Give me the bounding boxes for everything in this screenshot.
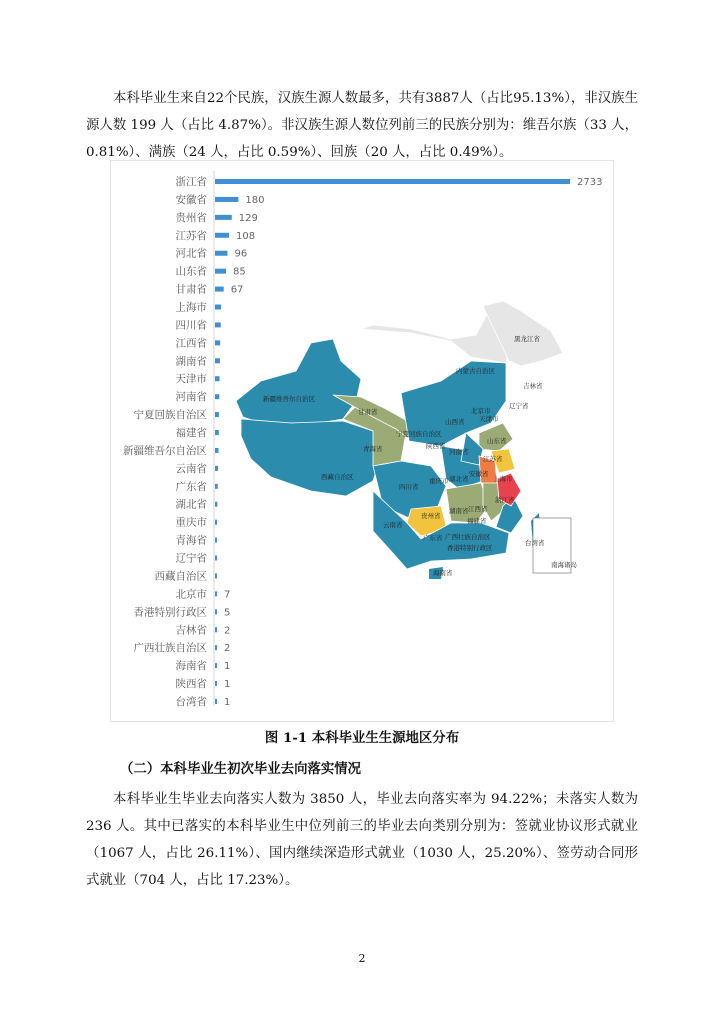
category-label: 福建省: [175, 427, 207, 440]
map-region-label: 安徽省: [469, 470, 489, 478]
bar: [215, 627, 217, 632]
category-label: 香港特别行政区: [133, 606, 207, 619]
category-label: 辽宁省: [175, 552, 207, 565]
bar-value-label: 1: [224, 661, 231, 673]
category-label: 湖南省: [175, 355, 207, 368]
category-label: 台湾省: [175, 695, 207, 708]
category-label: 北京市: [175, 588, 207, 601]
bar: [215, 251, 227, 256]
map-region-label: 湖北省: [449, 475, 469, 483]
bar: [215, 233, 229, 238]
category-label: 四川省: [175, 319, 207, 332]
map-region-label: 山东省: [487, 437, 507, 445]
bar: [215, 305, 221, 310]
map-region-label: 四川省: [399, 483, 419, 491]
map-region-label: 宁夏回族自治区: [396, 430, 442, 438]
map-region-label: 广东省: [423, 534, 443, 542]
category-label: 海南省: [175, 660, 207, 673]
category-label: 山东省: [175, 265, 207, 278]
category-label: 云南省: [175, 462, 207, 475]
page-number: 2: [358, 952, 366, 965]
bar: [215, 269, 226, 274]
bar: [215, 322, 221, 327]
bar-value-label: 108: [236, 230, 256, 242]
map-region-label: 香港特别行政区: [447, 544, 493, 552]
category-label: 湖北省: [175, 498, 207, 511]
origin-distribution-figure: [110, 160, 614, 722]
category-label: 安徽省: [175, 193, 207, 206]
map-region-label: 新疆维吾尔自治区: [263, 395, 315, 403]
category-label: 青海省: [175, 534, 207, 547]
bar: [215, 538, 217, 543]
bar: [215, 520, 217, 525]
bar-value-label: 129: [238, 212, 258, 224]
map-region-label: 台湾省: [525, 539, 545, 547]
bar: [215, 556, 217, 561]
map-region-label: 西藏自治区: [321, 473, 354, 481]
category-label: 重庆市: [175, 516, 207, 529]
bar-value-label: 85: [233, 266, 246, 278]
map-region-label: 甘肃省: [358, 408, 378, 416]
map-region-label: 天津市: [479, 415, 499, 423]
bar-value-label: 1: [224, 679, 231, 691]
map-region-label: 黑龙江省: [514, 335, 540, 343]
map-region-label: 福建省: [467, 517, 487, 525]
map-region-label: 陕西省: [426, 442, 446, 450]
map-region-label: 湖南省: [449, 507, 469, 515]
category-label: 陕西省: [175, 678, 207, 691]
china-map: [236, 301, 578, 579]
category-label: 江西省: [175, 337, 207, 350]
bar: [215, 430, 219, 435]
bar-value-label: 5: [224, 607, 231, 619]
bar: [215, 466, 218, 471]
bar-value-label: 67: [230, 284, 244, 296]
bar: [215, 609, 217, 614]
category-label: 天津市: [175, 373, 207, 386]
category-label: 广西壮族自治区: [133, 642, 207, 655]
map-region-label: 江西省: [468, 505, 488, 513]
category-label: 贵州省: [175, 211, 207, 224]
map-region-label: 内蒙古自治区: [456, 367, 495, 375]
map-region-label: 南海诸岛: [551, 561, 577, 569]
bar: [215, 179, 570, 184]
map-region-label: 辽宁省: [509, 402, 529, 410]
bar: [215, 215, 232, 220]
map-region-label: 重庆市: [429, 477, 449, 485]
map-region-label: 北京市: [471, 407, 491, 415]
bar: [215, 681, 217, 686]
category-label: 吉林省: [175, 624, 207, 637]
bar: [215, 358, 220, 363]
destination-paragraph: 本科毕业生毕业去向落实人数为 3850 人，毕业去向落实率为 94.22%；未落实人数为 236 人。其中已落实的本科毕业生中位列前三的毕业去向类别分别为：签就业协议形式就业（1067 人，占比 26.11%）、国内继续深造形式就业（1030 人，25.20%）、签劳动合同形式就业（704 人，占比 17.23%）。: [86, 792, 638, 888]
category-label: 河北省: [175, 247, 207, 260]
category-label: 江苏省: [175, 229, 207, 242]
category-label: 甘肃省: [175, 283, 207, 296]
bar-value-label: 2: [224, 625, 231, 637]
intro-paragraph: 本科毕业生来自22个民族，汉族生源人数最多，共有3887人（占比95.13%），非汉族生源人数 199 人（占比 4.87%）。非汉族生源人数位列前三的民族分别为：维吾尔族（33 人，0.81%）、满族（24 人，占比 0.59%）、回族（20 人，占比 0.49%）。: [86, 91, 638, 160]
bar: [215, 197, 238, 202]
map-region-label: 云南省: [383, 521, 403, 529]
bar-value-label: 180: [245, 194, 265, 206]
section-heading: （二）本科毕业生初次毕业去向落实情况: [120, 761, 362, 777]
bar: [215, 663, 217, 668]
map-region-label: 海南省: [433, 569, 453, 577]
map-region-label: 浙江省: [495, 496, 515, 504]
category-label: 新疆维吾尔自治区: [123, 444, 207, 457]
category-label: 上海市: [175, 301, 207, 314]
bar: [215, 412, 219, 417]
bar: [215, 340, 220, 345]
category-label: 浙江省: [175, 176, 207, 188]
bar-value-label: 96: [234, 248, 248, 260]
figure-caption: 图 1-1 本科毕业生生源地区分布: [264, 730, 460, 746]
bar: [215, 484, 218, 489]
map-region-label: 吉林省: [523, 382, 543, 390]
bar: [215, 573, 217, 578]
category-label: 河南省: [175, 391, 207, 404]
bar: [215, 591, 217, 596]
category-label: 西藏自治区: [154, 570, 207, 583]
bar: [215, 287, 224, 292]
bar: [215, 699, 217, 704]
map-region-label: 广西壮族自治区: [445, 533, 491, 541]
bar-value-label: 7: [224, 589, 231, 601]
map-region-tibet: [241, 419, 381, 496]
map-region-label: 江苏省: [483, 455, 503, 463]
map-region-xinjiang: [236, 339, 361, 423]
bar: [215, 448, 219, 453]
bar: [215, 376, 220, 381]
map-region-label: 山西省: [445, 418, 465, 426]
bar-value-label: 2: [224, 643, 231, 655]
map-region-label: 河南省: [449, 448, 469, 456]
category-label: 广东省: [175, 480, 207, 493]
bar: [215, 645, 217, 650]
category-label: 宁夏回族自治区: [133, 409, 207, 422]
map-region-label: 上海市: [493, 475, 513, 483]
map-region-label: 贵州省: [421, 512, 441, 520]
origin-bar-chart: [111, 161, 613, 721]
bar: [215, 394, 219, 399]
bar-value-label: 2733: [577, 177, 603, 188]
bar: [215, 502, 217, 507]
bar-value-label: 1: [224, 696, 231, 708]
map-region-label: 青海省: [363, 445, 383, 453]
